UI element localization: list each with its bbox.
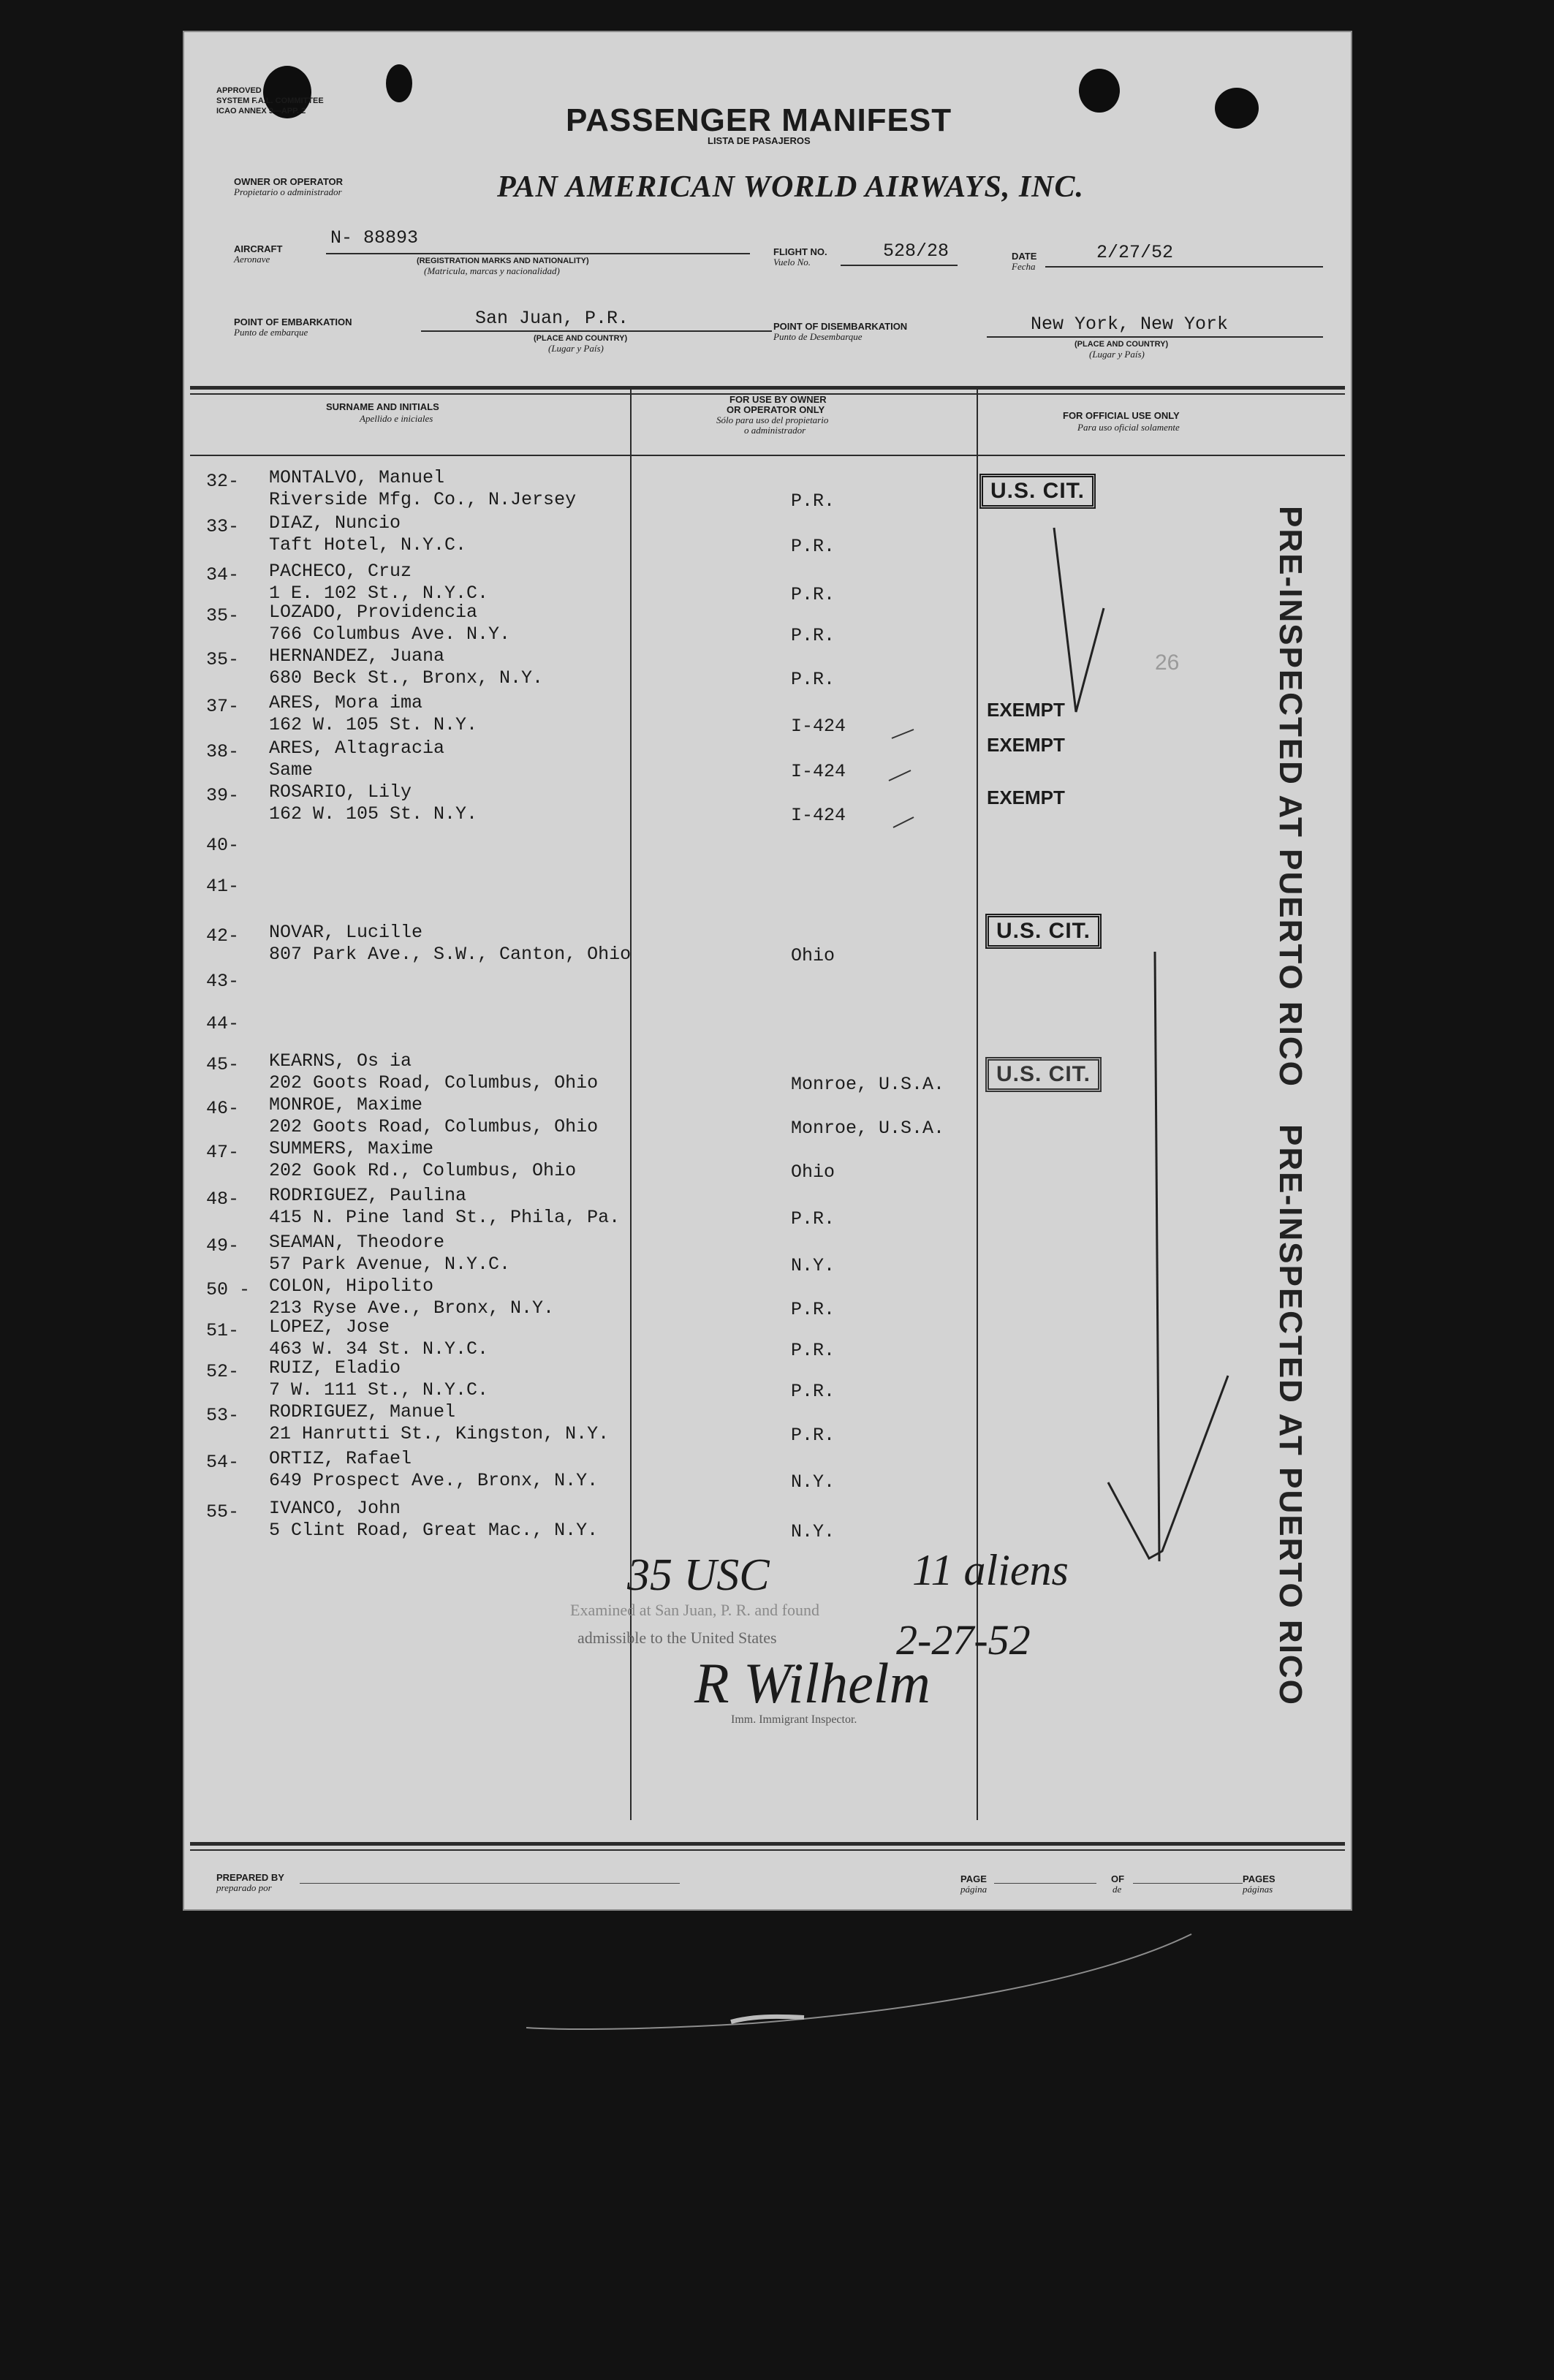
passenger-name: RODRIGUEZ, Paulina xyxy=(269,1185,467,1206)
col2-header-2: OR OPERATOR ONLY xyxy=(727,404,825,415)
passenger-name: COLON, Hipolito xyxy=(269,1276,434,1297)
operator-entry: Ohio xyxy=(791,945,835,966)
embark-label: POINT OF EMBARKATION xyxy=(234,317,352,327)
operator-entry: I-424 xyxy=(791,761,846,782)
string-thread xyxy=(512,1930,1199,2039)
passenger-name: SEAMAN, Theodore xyxy=(269,1232,445,1253)
row-number: 55- xyxy=(206,1501,240,1523)
row-number: 46- xyxy=(206,1098,240,1119)
of-label-es: de xyxy=(1113,1884,1122,1895)
operator-entry: N.Y. xyxy=(791,1521,835,1542)
row-number: 38- xyxy=(206,741,240,762)
row-number: 33- xyxy=(206,516,240,537)
passenger-name: ROSARIO, Lily xyxy=(269,781,412,803)
row-number: 48- xyxy=(206,1189,240,1210)
place-caption-1: (PLACE AND COUNTRY) xyxy=(534,334,628,343)
owner-label: OWNER OR OPERATOR xyxy=(234,176,344,187)
row-number: 45- xyxy=(206,1054,240,1075)
us-cit-stamp-1: U.S. CIT. xyxy=(979,474,1096,509)
passenger-name: IVANCO, John xyxy=(269,1498,401,1519)
operator-entry: I-424 xyxy=(791,716,846,737)
passenger-name: ORTIZ, Rafael xyxy=(269,1448,412,1469)
aircraft-label-es: Aeronave xyxy=(234,254,270,265)
exam-date: 2-27-52 xyxy=(896,1616,1031,1664)
col3-header: FOR OFFICIAL USE ONLY xyxy=(1063,410,1180,421)
passenger-address: 162 W. 105 St. N.Y. xyxy=(269,714,478,735)
operator-entry: P.R. xyxy=(791,1381,835,1402)
row-number: 40- xyxy=(206,835,240,856)
aliens-note: 11 aliens xyxy=(912,1546,1069,1594)
disembark-label: POINT OF DISEMBARKATION xyxy=(773,321,908,332)
disembark-value: New York, New York xyxy=(1031,314,1229,335)
exempt-stamp-2: EXEMPT xyxy=(987,734,1065,756)
us-cit-stamp-2: U.S. CIT. xyxy=(985,914,1102,949)
operator-entry: Ohio xyxy=(791,1161,835,1183)
row-number: 35- xyxy=(206,605,240,626)
passenger-name: LOZADO, Providencia xyxy=(269,602,478,623)
owner-value: PAN AMERICAN WORLD AIRWAYS, INC. xyxy=(497,170,1085,204)
row-number: 52- xyxy=(206,1361,240,1382)
passenger-name: PACHECO, Cruz xyxy=(269,561,412,582)
col2-header-1: FOR USE BY OWNER xyxy=(729,394,827,405)
manifest-sheet xyxy=(183,31,1352,1911)
operator-entry: I-424 xyxy=(791,805,846,826)
row-number: 34- xyxy=(206,564,240,585)
passenger-name: ARES, Mora ima xyxy=(269,692,423,713)
aircraft-label: AIRCRAFT xyxy=(234,243,283,254)
row-number: 53- xyxy=(206,1405,240,1426)
row-number: 49- xyxy=(206,1235,240,1257)
passenger-name: KEARNS, Os ia xyxy=(269,1050,412,1072)
registration-caption: (REGISTRATION MARKS AND NATIONALITY) xyxy=(417,257,589,265)
approved-line-3: ICAO ANNEX 9—APP. 2 xyxy=(216,107,306,115)
operator-entry: P.R. xyxy=(791,584,835,605)
us-cit-stamp-3: U.S. CIT. xyxy=(985,1057,1102,1092)
passenger-name: HERNANDEZ, Juana xyxy=(269,645,445,667)
passenger-address: Riverside Mfg. Co., N.Jersey xyxy=(269,489,577,510)
of-label: OF xyxy=(1111,1873,1125,1884)
operator-entry: P.R. xyxy=(791,1208,835,1229)
inspector-signature: R Wilhelm xyxy=(694,1651,930,1715)
col3-header-es: Para uso oficial solamente xyxy=(1077,422,1180,433)
approved-line-1: APPROVED xyxy=(216,86,262,95)
flight-value: 528/28 xyxy=(883,240,950,262)
date-label: DATE xyxy=(1012,251,1037,262)
passenger-address: 213 Ryse Ave., Bronx, N.Y. xyxy=(269,1297,555,1319)
flight-label: FLIGHT NO. xyxy=(773,246,827,257)
passenger-address: 463 W. 34 St. N.Y.C. xyxy=(269,1338,489,1360)
passenger-address: 766 Columbus Ave. N.Y. xyxy=(269,624,511,645)
row-number: 54- xyxy=(206,1452,240,1473)
place-caption-2: (PLACE AND COUNTRY) xyxy=(1074,340,1169,349)
page-title: PASSENGER MANIFEST xyxy=(566,102,952,138)
exempt-stamp-1: EXEMPT xyxy=(987,699,1065,721)
page-label-es: página xyxy=(960,1884,988,1895)
row-number: 44- xyxy=(206,1013,240,1034)
passenger-address: 680 Beck St., Bronx, N.Y. xyxy=(269,667,544,689)
disembark-label-es: Punto de Desembarque xyxy=(773,331,863,342)
row-number: 42- xyxy=(206,925,240,947)
passenger-address: 162 W. 105 St. N.Y. xyxy=(269,803,478,825)
prepared-label-es: preparado por xyxy=(216,1882,272,1893)
preinspected-stamp-2: PRE-INSPECTED AT PUERTO RICO xyxy=(1273,1124,1308,1706)
place-caption-es-2: (Lugar y País) xyxy=(1089,349,1145,360)
flight-label-es: Vuelo No. xyxy=(773,257,811,268)
passenger-address: 21 Hanrutti St., Kingston, N.Y. xyxy=(269,1423,610,1444)
preinspected-stamp-1: PRE-INSPECTED AT PUERTO RICO xyxy=(1273,506,1308,1088)
i424-tick-marks xyxy=(884,689,950,835)
count-note: 35 USC xyxy=(627,1550,770,1600)
operator-entry: P.R. xyxy=(791,625,835,646)
row-number: 51- xyxy=(206,1320,240,1341)
passenger-address: Taft Hotel, N.Y.C. xyxy=(269,534,467,556)
row-number: 43- xyxy=(206,971,240,992)
passenger-name: LOPEZ, Jose xyxy=(269,1316,390,1338)
aircraft-value: N- 88893 xyxy=(330,227,419,249)
passenger-name: SUMMERS, Maxime xyxy=(269,1138,434,1159)
col1-header: SURNAME AND INITIALS xyxy=(326,401,439,412)
embark-label-es: Punto de embarque xyxy=(234,327,308,338)
passenger-address: 1 E. 102 St., N.Y.C. xyxy=(269,583,489,604)
page-number-mark: 26 xyxy=(1155,651,1180,675)
col1-header-es: Apellido e iniciales xyxy=(360,413,433,424)
passenger-address: 57 Park Avenue, N.Y.C. xyxy=(269,1254,511,1275)
passenger-address: 7 W. 111 St., N.Y.C. xyxy=(269,1379,489,1401)
pages-label: PAGES xyxy=(1243,1873,1276,1884)
registration-caption-es: (Matricula, marcas y nacionalidad) xyxy=(424,265,560,276)
passenger-name: MONROE, Maxime xyxy=(269,1094,423,1115)
passenger-address: 202 Gook Rd., Columbus, Ohio xyxy=(269,1160,577,1181)
page-subtitle: LISTA DE PASAJEROS xyxy=(708,135,811,146)
punch-hole-right-2 xyxy=(1215,88,1259,129)
examined-line-2: admissible to the United States xyxy=(577,1629,777,1647)
passenger-name: RODRIGUEZ, Manuel xyxy=(269,1401,456,1422)
inspector-caption: Imm. Immigrant Inspector. xyxy=(731,1713,857,1726)
operator-entry: N.Y. xyxy=(791,1471,835,1493)
passenger-address: 202 Goots Road, Columbus, Ohio xyxy=(269,1116,599,1137)
row-number: 50 - xyxy=(206,1279,251,1300)
row-number: 39- xyxy=(206,785,240,806)
embark-value: San Juan, P.R. xyxy=(475,308,629,329)
passenger-name: DIAZ, Nuncio xyxy=(269,512,401,534)
passenger-address: 202 Goots Road, Columbus, Ohio xyxy=(269,1072,599,1094)
passenger-name: MONTALVO, Manuel xyxy=(269,467,445,488)
operator-entry: P.R. xyxy=(791,1340,835,1361)
row-number: 35- xyxy=(206,649,240,670)
punch-hole-right-1 xyxy=(1079,69,1120,113)
page-label: PAGE xyxy=(960,1873,987,1884)
row-number: 32- xyxy=(206,471,240,492)
approved-line-2: SYSTEM F.A.L. COMMITTEE xyxy=(216,96,324,105)
owner-label-es: Propietario o administrador xyxy=(234,186,342,197)
operator-entry: P.R. xyxy=(791,490,835,512)
passenger-name: RUIZ, Eladio xyxy=(269,1357,401,1379)
examined-line-1: Examined at San Juan, P. R. and found xyxy=(570,1601,819,1619)
operator-entry: P.R. xyxy=(791,669,835,690)
row-number: 37- xyxy=(206,696,240,717)
passenger-address: 415 N. Pine land St., Phila, Pa. xyxy=(269,1207,621,1228)
operator-entry: Monroe, U.S.A. xyxy=(791,1118,945,1139)
operator-entry: N.Y. xyxy=(791,1255,835,1276)
date-label-es: Fecha xyxy=(1012,261,1036,272)
place-caption-es-1: (Lugar y País) xyxy=(548,343,604,354)
operator-entry: P.R. xyxy=(791,1425,835,1446)
passenger-address: Same xyxy=(269,759,314,781)
operator-entry: Monroe, U.S.A. xyxy=(791,1074,945,1095)
passenger-address: 807 Park Ave., S.W., Canton, Ohio xyxy=(269,944,632,965)
passenger-address: 5 Clint Road, Great Mac., N.Y. xyxy=(269,1520,599,1541)
exempt-stamp-3: EXEMPT xyxy=(987,787,1065,808)
date-value: 2/27/52 xyxy=(1096,242,1174,263)
operator-entry: P.R. xyxy=(791,536,835,557)
prepared-label: PREPARED BY xyxy=(216,1872,284,1883)
passenger-address: 649 Prospect Ave., Bronx, N.Y. xyxy=(269,1470,599,1491)
passenger-name: ARES, Altagracia xyxy=(269,738,445,759)
passenger-name: NOVAR, Lucille xyxy=(269,922,423,943)
col2-header-es-2: o administrador xyxy=(744,425,806,436)
row-number: 41- xyxy=(206,876,240,897)
operator-entry: P.R. xyxy=(791,1299,835,1320)
col2-header-es-1: Sólo para uso del propietario xyxy=(716,414,829,425)
pages-label-es: páginas xyxy=(1243,1884,1273,1895)
row-number: 47- xyxy=(206,1142,240,1163)
punch-hole-small xyxy=(386,64,412,102)
